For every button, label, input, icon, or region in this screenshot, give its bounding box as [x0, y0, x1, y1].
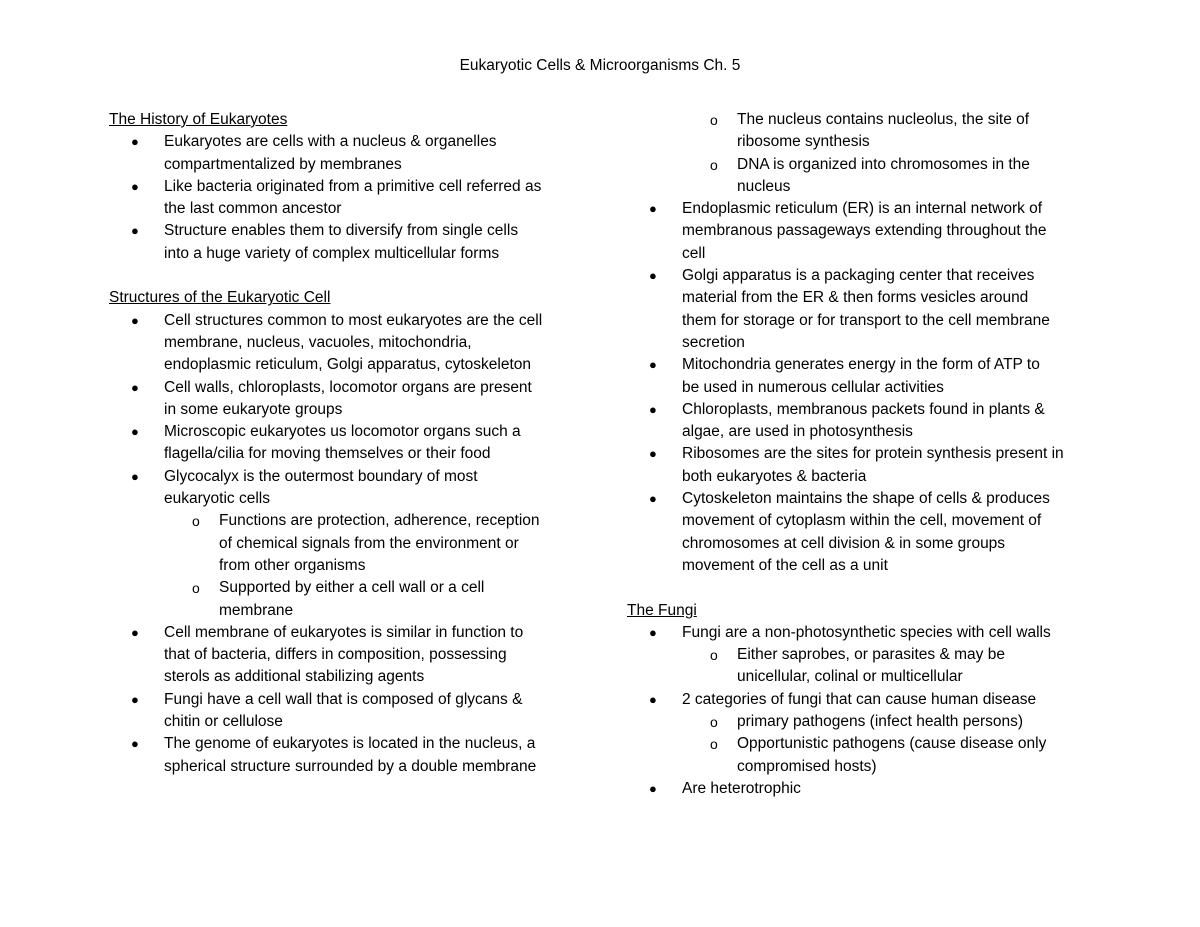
sub-bullet-marker: o: [710, 736, 718, 753]
bullet-item: [627, 354, 1097, 399]
text-line: compartmentalized by membranes: [164, 155, 402, 173]
sub-bullet-list: [682, 109, 1097, 198]
text-line: cell: [682, 244, 706, 262]
text-line: Fungi are a non-photosynthetic species with cell walls: [682, 623, 1051, 641]
text-line: Opportunistic pathogens (cause disease only: [737, 735, 1047, 753]
text-line: Glycocalyx is the outermost boundary of most: [164, 467, 478, 485]
text-line: primary pathogens (infect health persons): [737, 713, 1024, 731]
bullet-marker: ●: [649, 691, 657, 707]
bullet-item: [627, 488, 1097, 577]
text-line: in some eukaryote groups: [164, 400, 343, 418]
sub-bullet-item: [682, 109, 1097, 154]
bullet-marker: ●: [649, 446, 657, 462]
text-line: eukaryotic cells: [164, 490, 270, 508]
text-line: movement of the cell as a unit: [682, 556, 888, 574]
text-line: of chemical signals from the environment or: [219, 534, 519, 552]
section-heading: The Fungi: [627, 601, 697, 619]
bullet-marker: ●: [131, 468, 139, 484]
text-line: chromosomes at cell division & in some groups: [682, 534, 1006, 552]
text-line: Mitochondria generates energy in the form of ATP to: [682, 356, 1040, 374]
bullet-item: [109, 622, 579, 689]
bullet-list: [109, 131, 579, 265]
sub-bullet-item: [682, 733, 1097, 778]
bullet-item: [109, 377, 579, 422]
bullet-marker: ●: [131, 691, 139, 707]
text-line: unicellular, colinal or multicellular: [737, 668, 963, 686]
text-line: Microscopic eukaryotes us locomotor organs such a: [164, 423, 521, 441]
bullet-list: [627, 622, 1097, 800]
text-line: the last common ancestor: [164, 200, 342, 218]
sub-bullet-item: [682, 711, 1097, 733]
text-line: nucleus: [737, 177, 791, 195]
bullet-item: [627, 443, 1097, 488]
bullet-marker: ●: [649, 491, 657, 507]
bullet-marker: ●: [131, 379, 139, 395]
text-line: membranous passageways extending throughout the: [682, 222, 1047, 240]
bullet-item: [109, 733, 579, 778]
sub-bullet-list: [682, 644, 1097, 689]
text-line: from other organisms: [219, 556, 366, 574]
bullet-list: [109, 310, 579, 778]
sub-bullet-marker: o: [710, 647, 718, 664]
text-line: Cytoskeleton maintains the shape of cells & produces: [682, 490, 1050, 508]
text-line: endoplasmic reticulum, Golgi apparatus, cytoskeleton: [164, 356, 532, 374]
bullet-marker: ●: [649, 357, 657, 373]
right-column: [627, 109, 1097, 800]
text-line: spherical structure surrounded by a double membrane: [164, 757, 537, 775]
sub-bullet-marker: o: [710, 112, 718, 128]
bullet-item: [627, 198, 1097, 265]
text-line: Eukaryotes are cells with a nucleus & organelles: [164, 133, 497, 151]
sub-bullet-item: [164, 510, 579, 577]
sub-bullet-item: [682, 154, 1097, 199]
bullet-item: [109, 310, 579, 377]
bullet-marker: ●: [131, 178, 139, 194]
text-line: membrane, nucleus, vacuoles, mitochondria,: [164, 333, 472, 351]
text-line: Ribosomes are the sites for protein synthesis present in: [682, 445, 1064, 463]
bullet-item: [627, 399, 1097, 444]
section-heading: The History of Eukaryotes: [109, 111, 288, 128]
bullet-marker: ●: [649, 401, 657, 417]
bullet-item: [109, 466, 579, 622]
bullet-marker: ●: [649, 624, 657, 640]
sub-bullet-item: [682, 644, 1097, 689]
text-line: 2 categories of fungi that can cause human disease: [682, 690, 1037, 708]
text-line: Cell membrane of eukaryotes is similar in function to: [164, 623, 524, 641]
text-line: chitin or cellulose: [164, 713, 283, 731]
text-line: Cell structures common to most eukaryotes are the cell: [164, 311, 543, 329]
text-line: that of bacteria, differs in composition, possessing: [164, 646, 507, 664]
bullet-marker: ●: [649, 268, 657, 284]
page-title: Eukaryotic Cells & Microorganisms Ch. 5: [459, 57, 741, 74]
sub-bullet-list: [164, 510, 579, 621]
bullet-list: [627, 198, 1097, 577]
text-line: Endoplasmic reticulum (ER) is an internal network of: [682, 200, 1043, 218]
text-line: material from the ER & then forms vesicles around: [682, 289, 1029, 307]
sub-bullet-item: [164, 577, 579, 622]
text-line: Like bacteria originated from a primitive cell referred as: [164, 177, 542, 195]
bullet-item: [109, 176, 579, 221]
text-line: both eukaryotes & bacteria: [682, 467, 867, 485]
bullet-item: [109, 220, 579, 265]
text-line: Supported by either a cell wall or a cell: [219, 579, 485, 597]
bullet-marker: ●: [131, 223, 139, 239]
section-heading: Structures of the Eukaryotic Cell: [109, 289, 331, 307]
text-line: Chloroplasts, membranous packets found in plants &: [682, 400, 1045, 418]
text-line: The nucleus contains nucleolus, the site of: [737, 111, 1030, 128]
text-line: into a huge variety of complex multicellular forms: [164, 244, 500, 262]
sub-bullet-list: [682, 711, 1097, 778]
text-line: compromised hosts): [737, 757, 877, 775]
text-line: DNA is organized into chromosomes in the: [737, 155, 1030, 173]
bullet-marker: ●: [649, 780, 657, 796]
sub-bullet-marker: o: [192, 580, 200, 597]
bullet-item: [627, 265, 1097, 354]
text-line: Structure enables them to diversify from single cells: [164, 222, 519, 240]
text-line: movement of cytoplasm within the cell, movement of: [682, 512, 1042, 530]
text-line: Fungi have a cell wall that is composed of glycans &: [164, 690, 523, 708]
bullet-item: [109, 689, 579, 734]
sub-bullet-marker: o: [192, 513, 200, 530]
text-line: Either saprobes, or parasites & may be: [737, 646, 1005, 664]
section-spacer: [109, 265, 579, 287]
sub-bullet-marker: o: [710, 714, 718, 731]
text-line: be used in numerous cellular activities: [682, 378, 944, 396]
text-line: The genome of eukaryotes is located in the nucleus, a: [164, 735, 536, 753]
section-spacer: [627, 577, 1097, 599]
text-line: Cell walls, chloroplasts, locomotor organs are present: [164, 378, 532, 396]
bullet-item: [627, 689, 1097, 778]
bullet-marker: ●: [131, 736, 139, 752]
bullet-marker: ●: [649, 201, 657, 217]
text-line: algae, are used in photosynthesis: [682, 423, 913, 441]
text-line: sterols as additional stabilizing agents: [164, 668, 425, 686]
continued-subs: [627, 109, 1097, 198]
text-line: Functions are protection, adherence, reception: [219, 512, 540, 530]
text-line: flagella/cilia for moving themselves or their food: [164, 445, 491, 463]
sub-bullet-marker: o: [710, 156, 718, 173]
bullet-marker: ●: [131, 134, 139, 150]
text-line: Are heterotrophic: [682, 779, 801, 797]
text-line: ribosome synthesis: [737, 133, 870, 151]
bullet-marker: ●: [131, 624, 139, 640]
bullet-item: [627, 622, 1097, 689]
bullet-marker: ●: [131, 312, 139, 328]
text-line: them for storage or for transport to the cell membrane: [682, 311, 1050, 329]
text-line: secretion: [682, 333, 745, 351]
bullet-marker: ●: [131, 424, 139, 440]
bullet-item: [109, 421, 579, 466]
bullet-item: [627, 778, 1097, 800]
text-line: membrane: [219, 601, 294, 619]
left-column: [109, 109, 579, 778]
text-line: Golgi apparatus is a packaging center that receives: [682, 267, 1035, 285]
bullet-item: [109, 131, 579, 176]
